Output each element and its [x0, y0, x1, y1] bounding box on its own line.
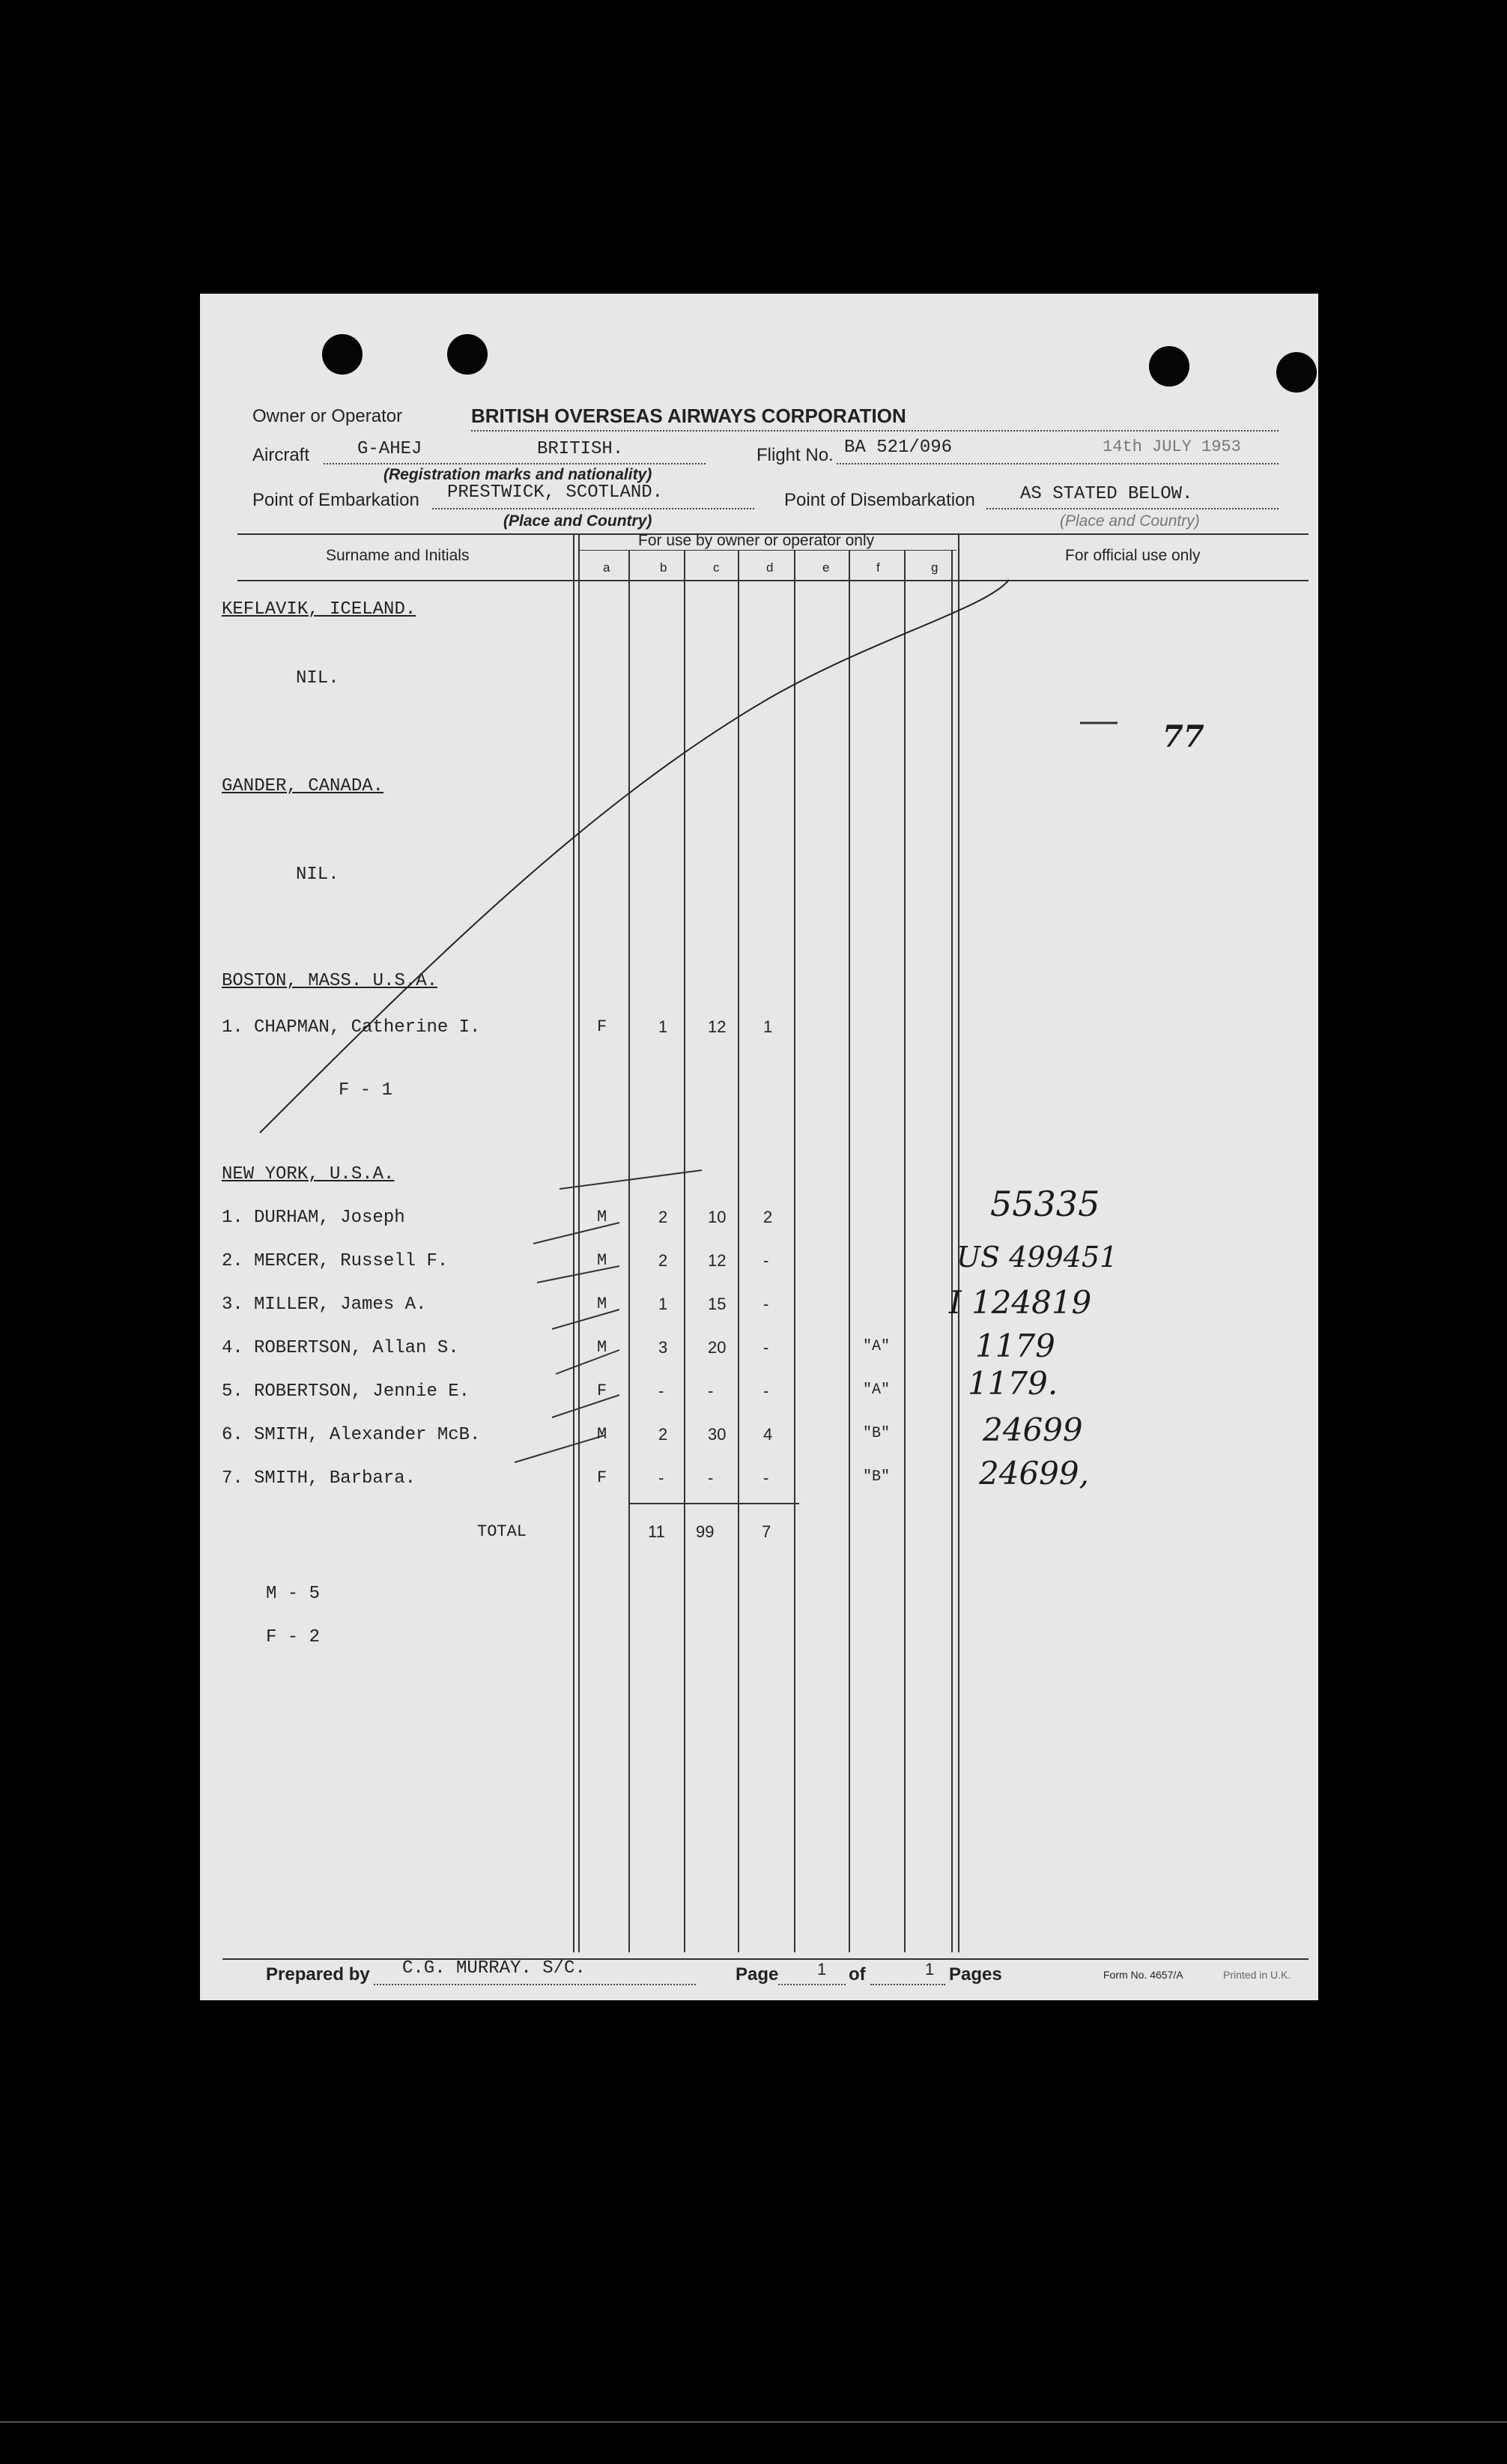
passenger-sex: F: [597, 1381, 607, 1400]
place-caption-left: (Place and Country): [503, 512, 652, 530]
passenger-col-c: 30: [708, 1425, 727, 1444]
gander-nil: NIL.: [296, 865, 339, 885]
aircraft-label: Aircraft: [252, 445, 310, 465]
passenger-official: 1179: [975, 1328, 1055, 1364]
passenger-col-d: 4: [763, 1425, 773, 1444]
page-dots: [778, 1984, 846, 1985]
total-col-d: 7: [762, 1522, 771, 1541]
passenger-official: 24699,: [979, 1455, 1089, 1492]
passenger-name: ROBERTSON, Jennie E.: [254, 1381, 470, 1402]
passenger-name: MILLER, James A.: [254, 1295, 427, 1315]
col-a-header: a: [603, 560, 610, 575]
prepared-dots: [374, 1984, 696, 1985]
section-gander: GANDER, CANADA.: [222, 776, 384, 796]
passenger-col-f: "B": [863, 1468, 891, 1486]
passenger-col-b: 1: [658, 1017, 668, 1036]
flight-value: BA 521/096: [844, 438, 953, 458]
passenger-col-b: 2: [658, 1425, 668, 1444]
passenger-col-b: 3: [658, 1338, 668, 1357]
of-label: of: [849, 1964, 866, 1985]
passenger-sex: F: [597, 1468, 607, 1487]
passenger-name: SMITH, Barbara.: [254, 1468, 416, 1489]
boston-summary: F - 1: [339, 1080, 393, 1101]
col-c-header: c: [713, 560, 720, 575]
flight-label: Flight No.: [756, 445, 834, 465]
embarkation-value: PRESTWICK, SCOTLAND.: [447, 482, 664, 503]
passenger-num: 1.: [222, 1017, 243, 1038]
passenger-col-c: 12: [708, 1251, 727, 1270]
form-number: Form No. 4657/A: [1103, 1969, 1183, 1981]
registration-caption: (Registration marks and nationality): [383, 466, 652, 483]
official-header: For official use only: [1065, 547, 1201, 564]
owner-use-header: For use by owner or operator only: [638, 532, 875, 549]
passenger-col-d: 1: [763, 1017, 773, 1036]
passenger-col-c: 10: [708, 1208, 727, 1226]
list-item: [200, 1184, 1318, 1238]
of-dots: [870, 1984, 945, 1985]
passenger-name: ROBERTSON, Allan S.: [254, 1338, 459, 1358]
date-value: 14th JULY 1953: [1103, 438, 1241, 456]
col-g-header: g: [931, 560, 939, 575]
col-e-header: e: [822, 560, 830, 575]
passenger-col-b: -: [658, 1381, 664, 1400]
passenger-sex: M: [597, 1425, 607, 1444]
section-keflavik: KEFLAVIK, ICELAND.: [222, 599, 416, 620]
total-label: TOTAL: [477, 1522, 527, 1541]
of-value: 1: [925, 1960, 935, 1979]
printed-in: Printed in U.K.: [1223, 1969, 1291, 1981]
keflavik-nil: NIL.: [296, 668, 339, 688]
passenger-col-d: -: [763, 1251, 769, 1270]
official-mark: 77: [1162, 719, 1204, 754]
passenger-name: MERCER, Russell F.: [254, 1251, 449, 1271]
passenger-col-c: 20: [708, 1338, 727, 1357]
pages-label: Pages: [949, 1964, 1002, 1985]
passenger-official: 24699: [983, 1411, 1083, 1448]
passenger-col-f: "A": [863, 1338, 891, 1355]
passenger-col-d: -: [763, 1338, 769, 1357]
surname-header: Surname and Initials: [326, 547, 470, 564]
col-d-header: d: [766, 560, 774, 575]
passenger-col-f: "A": [863, 1381, 891, 1399]
passenger-num: 5.: [222, 1381, 243, 1402]
nationality-value: BRITISH.: [537, 439, 624, 459]
passenger-col-c: 15: [708, 1295, 727, 1313]
list-item: [200, 1411, 1318, 1455]
passenger-name: DURHAM, Joseph: [254, 1208, 405, 1228]
passenger-sex: M: [597, 1338, 607, 1357]
list-item: [200, 1241, 1318, 1281]
passenger-num: 3.: [222, 1295, 243, 1315]
prepared-value: C.G. MURRAY. S/C.: [402, 1958, 586, 1979]
list-item: [200, 1328, 1318, 1368]
passenger-col-b: 2: [658, 1251, 668, 1270]
passenger-sex: M: [597, 1251, 607, 1270]
disembarkation-value: AS STATED BELOW.: [1020, 484, 1193, 504]
passenger-num: 7.: [222, 1468, 243, 1489]
manifest-sheet: [200, 294, 1318, 2000]
place-caption-right: (Place and Country): [1060, 512, 1200, 530]
passenger-col-d: -: [763, 1295, 769, 1313]
total-col-b: 11: [648, 1522, 665, 1541]
totals-rule: [628, 1503, 794, 1504]
female-summary: F - 2: [266, 1627, 321, 1647]
aircraft-value: G-AHEJ: [357, 439, 422, 459]
owner-label: Owner or Operator: [252, 406, 403, 426]
list-item: [200, 1284, 1318, 1325]
footer-rule: [222, 1958, 1309, 1960]
passenger-num: 4.: [222, 1338, 243, 1358]
passenger-col-d: 2: [763, 1208, 773, 1226]
list-item: [200, 1365, 1318, 1411]
col-b-header: b: [660, 560, 667, 575]
page-label: Page: [736, 1964, 779, 1985]
passenger-name: SMITH, Alexander McB.: [254, 1425, 481, 1445]
section-boston: BOSTON, MASS. U.S.A.: [222, 971, 438, 991]
passenger-sex: M: [597, 1208, 607, 1226]
disembarkation-label: Point of Disembarkation: [784, 490, 975, 510]
passenger-col-b: -: [658, 1468, 664, 1487]
passenger-num: 1.: [222, 1208, 243, 1228]
passenger-col-c: -: [708, 1468, 714, 1487]
passenger-num: 6.: [222, 1425, 243, 1445]
list-item: [200, 1455, 1318, 1498]
passenger-col-f: "B": [863, 1425, 891, 1442]
passenger-col-c: -: [708, 1381, 714, 1400]
passenger-col-b: 2: [658, 1208, 668, 1226]
prepared-label: Prepared by: [266, 1964, 370, 1985]
section-new-york: NEW YORK, U.S.A.: [222, 1164, 395, 1184]
col-f-header: f: [876, 560, 880, 575]
owner-value: BRITISH OVERSEAS AIRWAYS CORPORATION: [471, 405, 906, 427]
page-value: 1: [817, 1960, 827, 1979]
passenger-num: 2.: [222, 1251, 243, 1271]
passenger-name: CHAPMAN, Catherine I.: [254, 1017, 481, 1038]
passenger-col-b: 1: [658, 1295, 668, 1313]
passenger-official: 1179.: [968, 1365, 1058, 1402]
passenger-sex: F: [597, 1017, 607, 1036]
embarkation-label: Point of Embarkation: [252, 490, 419, 510]
male-summary: M - 5: [266, 1584, 321, 1604]
cancel-stroke: [200, 294, 1318, 2000]
total-col-c: 99: [696, 1522, 715, 1541]
passenger-official: I 124819: [949, 1284, 1092, 1321]
passenger-official: US 499451: [956, 1241, 1118, 1274]
passenger-col-d: -: [763, 1468, 769, 1487]
scan-edge-rule: [0, 2421, 1507, 2423]
passenger-sex: M: [597, 1295, 607, 1313]
passenger-official: 55335: [990, 1184, 1100, 1224]
passenger-col-c: 12: [708, 1017, 727, 1036]
passenger-col-d: -: [763, 1381, 769, 1400]
